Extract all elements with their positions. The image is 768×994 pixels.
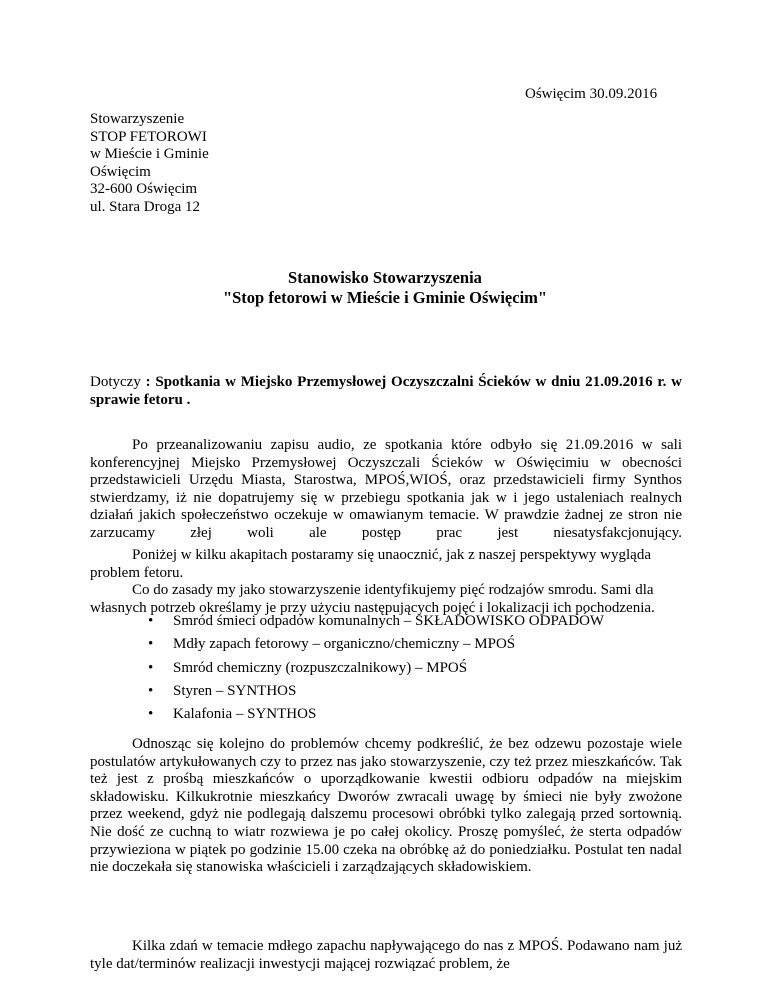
document-title <box>90 268 680 308</box>
paragraph-2 <box>90 547 682 617</box>
paragraph-4: Kilka zdań w temacie mdłego zapachu napływającego do nas z MPOŚ. Podawano nam już tyle dat/terminów realizacji inwestycji mającej rozwiązać problem, że <box>90 938 682 972</box>
sender-line: ul. Stara Droga 12 <box>90 198 200 215</box>
paragraph-2-line-4: własnych potrzeb określamy je przy użyciu następujących pojęć i lokalizacji ich pochodzenia. <box>90 599 655 616</box>
bullet-marker: • <box>148 682 154 699</box>
title-line-2: "Stop fetorowi w Mieście i Gminie Oświęcim" <box>222 288 548 307</box>
subject-colon: : <box>140 374 156 390</box>
bullet-marker: • <box>148 659 154 676</box>
sender-line: Oświęcim <box>90 163 151 180</box>
paragraph-2-line-2: problem fetoru. <box>90 564 184 581</box>
list-item-text: Smród śmieci odpadów komunalnych – SKŁADOWISKO ODPADÓW <box>173 613 605 629</box>
list-item <box>137 613 604 636</box>
date-line: Oświęcim 30.09.2016 <box>525 86 658 102</box>
list-item <box>137 636 604 659</box>
title-line-1: Stanowisko Stowarzyszenia <box>288 268 482 287</box>
paragraph-2-line-1: Poniżej w kilku akapitach postaramy się unaocznić, jak z naszej perspektywy wygląda <box>132 547 651 563</box>
list-item-text: Kalafonia – SYNTHOS <box>173 706 317 723</box>
odor-types-list <box>137 613 604 729</box>
sender-line: w Mieście i Gminie <box>90 146 209 163</box>
list-item-text: Styren – SYNTHOS <box>173 682 297 699</box>
subject-label: Dotyczy <box>90 374 141 390</box>
paragraph-2-line-3: Co do zasady my jako stowarzyszenie identyfikujemy pięć rodzajów smrodu. Sami dla <box>132 582 654 599</box>
sender-line: Stowarzyszenie <box>90 111 185 127</box>
sender-address-block <box>90 111 209 217</box>
bullet-marker: • <box>148 613 154 629</box>
list-item <box>137 706 604 729</box>
paragraph-3: Odnosząc się kolejno do problemów chcemy podkreślić, że bez odzewu pozostaje wiele postulatów artykułowanych czy to przez nas jako stowarzyszenie, czy też przez mieszkańców. Tak też jest z prośbą mieszkańców o uporządkowanie kwestii odbioru odpadów na miejskim składowisku. Kilkukrotnie mieszkańcy Dworów zwracali uwagę by śmieci nie były zwożone przez weekend, gdyż nie podlegają dalszemu procesowi obróbki tylko zalegają przed sortownią. Nie dość ze cuchną to wiatr rozwiewa je po całej okolicy. Proszę pomyśleć, że sterta odpadów przywieziona w piątek po godzinie 15.00 czeka na obróbkę aż do poniedziałku. Postulat ten nadal nie doczekała się stanowiska właścicieli i zarządzających składowiskiem. <box>90 736 682 876</box>
list-item <box>137 683 604 706</box>
sender-line: 32-600 Oświęcim <box>90 181 198 198</box>
list-item <box>137 660 604 683</box>
paragraph-1: Po przeanalizowaniu zapisu audio, ze spotkania które odbyło się 21.09.2016 w sali konferencyjnej Miejsko Przemysłowej Oczyszczali Ścieków w Oświęcimiu w obecności przedstawicieli Urzędu Miasta, Starostwa, MPOŚ,WIOŚ, oraz przedstawicieli firmy Synthos stwierdzamy, iż nie dopatrujemy się w przebiegu spotkania jak w i jego ustaleniach realnych działań jakich społeczeństwo oczekuje w omawianym temacie. W prawdzie żadnej ze stron nie zarzucamy złej woli ale postęp prac jest niesatysfakcjonujący. <box>90 437 682 541</box>
bullet-marker: • <box>148 636 154 653</box>
bullet-marker: • <box>148 706 154 723</box>
subject-text: Spotkania w Miejsko Przemysłowej Oczyszczalni Ścieków w dniu 21.09.2016 r. w sprawie fetoru . <box>90 374 682 408</box>
list-item-text: Smród chemiczny (rozpuszczalnikowy) – MPOŚ <box>173 659 468 676</box>
subject-line <box>90 374 682 409</box>
list-item-text: Mdły zapach fetorowy – organiczno/chemiczny – MPOŚ <box>173 636 516 653</box>
sender-line: STOP FETOROWI <box>90 128 207 145</box>
